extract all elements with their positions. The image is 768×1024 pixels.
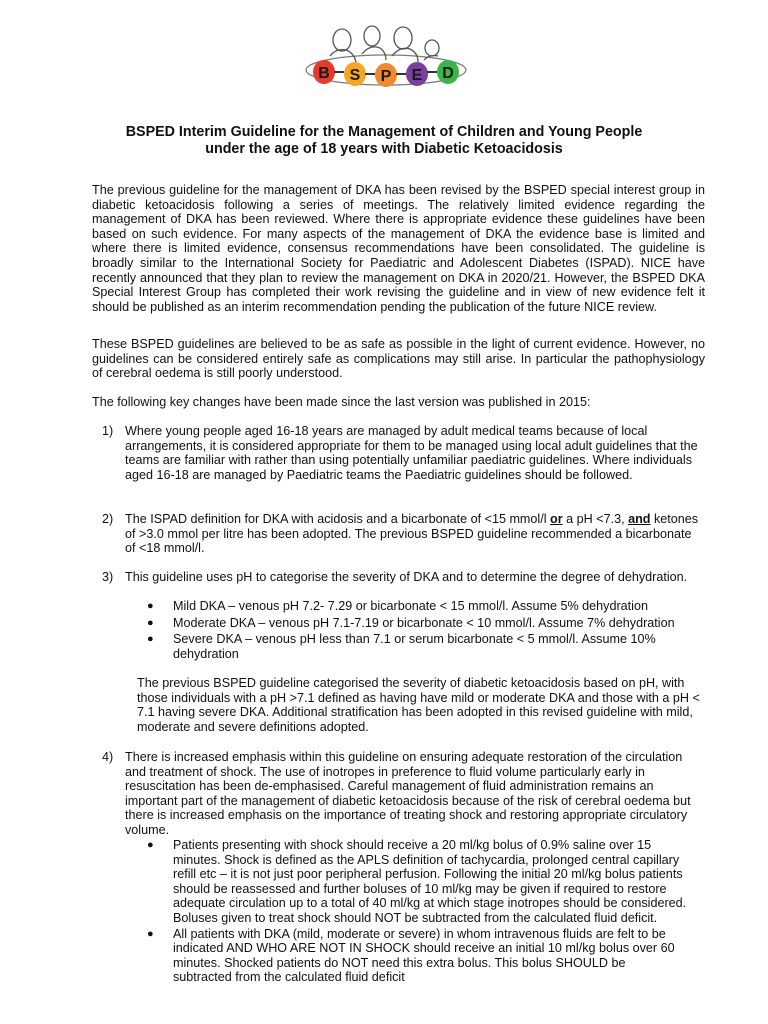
bsped-logo	[300, 24, 472, 98]
bullet-dot: ●	[147, 927, 154, 940]
title-line-2: under the age of 18 years with Diabetic Ketoacidosis	[205, 141, 563, 157]
text-segment: a pH <7.3,	[562, 512, 629, 526]
bullet-text: Moderate DKA – venous pH 7.1-7.19 or bicarbonate < 10 mmol/l. Assume 7% dehydration	[173, 615, 675, 630]
logo-letter-p: P	[380, 68, 392, 85]
intro-paragraph-1: The previous guideline for the management of DKA has been revised by the BSPED special interest group in diabetic ketoacidosis following a series of meetings. The relatively limited evidence regarding the management of DKA has been reviewed. Where there is appropriate evidence these guidelines have been based on such evidence. For many aspects of the management of DKA the evidence base is limited and where there is limited evidence, consensus recommendations have been consolidated. The guideline is broadly similar to the International Society for Paediatric and Adolescent Diabetes (ISPAD). NICE have recently announced that they plan to review the management on DKA in 2020/21. However, the BSPED DKA Special Interest Group has completed their work revising the guideline and in view of new evidence felt it should be published as an interim recommendation pending the publication of the future NICE review.	[92, 183, 705, 314]
bullet-dot: ●	[147, 633, 154, 646]
bullet-dot: ●	[147, 839, 154, 851]
shock-bullet-list	[125, 838, 687, 985]
list-item-text: Where young people aged 16-18 years are managed by adult medical teams because of local arrangements, it is considered appropriate for them to be managed using local adult guidelines that the teams are familiar with rather than using potentially unfamiliar paediatric guidelines. Where individuals aged 16-18 are managed by Paediatric teams the Paediatric guidelines should be followed.	[125, 424, 698, 482]
list-item-text: This guideline uses pH to categorise the severity of DKA and to determine the degree of dehydration.	[125, 570, 688, 584]
list-number: 4)	[102, 750, 114, 764]
emphasis-or: or	[550, 512, 563, 526]
bullet-item	[125, 616, 685, 631]
bullet-item	[125, 632, 685, 661]
bullet-item	[125, 838, 687, 926]
title-line-1: BSPED Interim Guideline for the Management of Children and Young People	[125, 124, 643, 140]
list-item-text: The previous BSPED guideline categorised the severity of diabetic ketoacidosis based on pH, with those individuals with a pH >7.1 defined as having have mild or moderate DKA and those with a pH < 7.1 having severe DKA. Additional stratification has been adopted in this revised guideline with mild, moderate and severe definitions adopted.	[137, 676, 700, 734]
bullet-item	[125, 927, 687, 985]
intro-paragraph-2: These BSPED guidelines are believed to be as safe as possible in the light of current evidence. However, no guidelines can be considered entirely safe as complications may still arise. In particular the pathophysiology of cerebral oedema is still poorly understood.	[92, 337, 705, 381]
bsped-logo-graphic	[300, 24, 472, 98]
bullet-text: Mild DKA – venous pH 7.2- 7.29 or bicarbonate < 15 mmol/l. Assume 5% dehydration	[173, 599, 648, 613]
severity-bullet-list	[125, 599, 685, 661]
logo-letter-s: S	[349, 67, 361, 84]
intro-paragraph-3: The following key changes have been made since the last version was published in 2015:	[92, 395, 591, 409]
text-segment: The ISPAD definition for DKA with acidosis and a bicarbonate of <15 mmol/l	[125, 512, 551, 526]
bullet-dot: ●	[147, 600, 154, 612]
text-segment: ketones of >3.0 mmol per litre has been adopted. The previous BSPED guideline recommended a bicarbonate of <18 mmol/l.	[125, 512, 699, 556]
logo-letter-e: E	[411, 67, 423, 84]
bullet-text: Severe DKA – venous pH less than 7.1 or serum bicarbonate < 5 mmol/l. Assume 10% dehydration	[173, 632, 656, 661]
list-number: 1)	[102, 424, 114, 438]
bullet-dot: ●	[147, 616, 154, 629]
logo-letter-b: B	[318, 65, 330, 82]
list-item-text: There is increased emphasis within this guideline on ensuring adequate restoration of the circulation and treatment of shock. The use of inotropes in preference to fluid volume particularly early in resuscitation has been de-emphasised. Careful management of fluid administration remains an important part of the management of diabetic ketoacidosis because of the risk of cerebral oedema but there is increased emphasis on the importance of treating shock and restoring appropriate circulatory volume.	[125, 750, 691, 837]
bullet-item	[125, 599, 685, 614]
list-number: 3)	[102, 570, 114, 584]
bullet-text: Patients presenting with shock should receive a 20 ml/kg bolus of 0.9% saline over 15 minutes. Shock is defined as the APLS definition of tachycardia, prolonged central capillary refill etc – it is not just poor peripheral perfusion. Following the initial 20 ml/kg bolus patients should be reassessed and further boluses of 10 ml/kg may be given if required to restore adequate circulation up to a total of 40 ml/kg at which stage inotropes should be considered. Boluses given to treat shock should NOT be subtracted from the calculated fluid deficit.	[173, 838, 687, 925]
document-title	[60, 124, 708, 158]
emphasis-and: and	[628, 512, 651, 526]
logo-letter-d: D	[442, 65, 454, 82]
list-item-text	[125, 512, 700, 556]
bullet-text: All patients with DKA (mild, moderate or severe) in whom intravenous fluids are felt to be indicated AND WHO ARE NOT IN SHOCK should receive an initial 10 ml/kg bolus over 60 minutes. Shocked patients do NOT need this extra bolus. This bolus SHOULD be subtracted from the calculated fluid deficit	[173, 926, 675, 985]
list-number: 2)	[102, 512, 114, 526]
